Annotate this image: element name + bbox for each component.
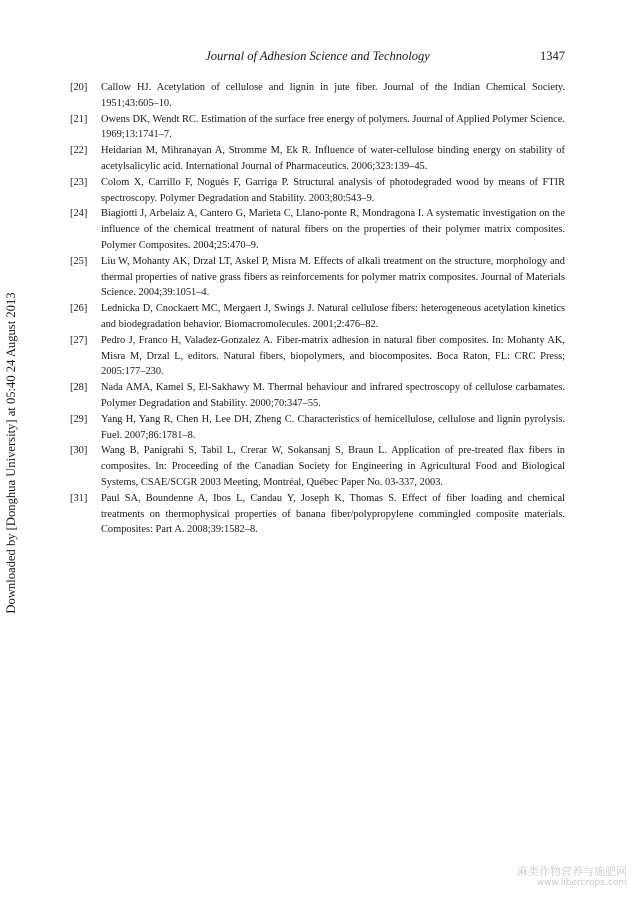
- reference-number: [22]: [70, 145, 88, 157]
- reference-number: [27]: [70, 334, 88, 346]
- reference-item: [70, 301, 565, 333]
- reference-number: [20]: [70, 82, 88, 93]
- reference-list: [70, 80, 565, 538]
- reference-item: [70, 443, 565, 490]
- reference-number: [21]: [70, 113, 88, 125]
- reference-text: Paul SA, Boundenne A, Ibos L, Candau Y, Joseph K, Thomas S. Effect of fiber loading and chemical treatments on thermophysical properties of banana fiber/polypropylene commingled composite materials. Composites: Part A. 2008;39:1582–8.: [101, 492, 565, 536]
- reference-item: [70, 206, 565, 253]
- reference-text: Wang B, Panigrahi S, Tabil L, Crerar W, Sokansanj S, Braun L. Application of pre-treated flax fibers in composites. In: Proceeding of the Canadian Society for Engineering in Agricultural Food and Biological Systems, CSAE/SCGR 2003 Meeting, Montréal, Québec Paper No. 03-337, 2003.: [101, 445, 565, 488]
- reference-text: Lednicka D, Cnockaert MC, Mergaert J, Swings J. Natural cellulose fibers: heterogeneous acetylation kinetics and biodegradation behavior. Biomacromolecules. 2001;2:476–82.: [101, 303, 565, 330]
- reference-item: [70, 333, 565, 380]
- reference-number: [28]: [70, 382, 88, 394]
- reference-text: Biagiotti J, Arbelaiz A, Cantero G, Marieta C, Llano-ponte R, Mondragona I. A systematic investigation on the influence of the chemical treatment of natural fibers on the properties of their polymer matrix composites. Polymer Composites. 2004;25:470–9.: [101, 208, 565, 251]
- reference-item: [70, 143, 565, 175]
- reference-item: [70, 491, 565, 538]
- reference-number: [25]: [70, 255, 88, 267]
- reference-text: Yang H, Yang R, Chen H, Lee DH, Zheng C. Characteristics of hemicellulose, cellulose and lignin pyrolysis. Fuel. 2007;86:1781–8.: [101, 413, 565, 441]
- page-number: 1347: [540, 49, 565, 63]
- reference-item: [70, 380, 565, 412]
- reference-number: [29]: [70, 413, 88, 425]
- reference-item: [70, 80, 565, 112]
- reference-text: Pedro J, Franco H, Valadez-Gonzalez A. Fiber-matrix adhesion in natural fiber composites. In: Mohanty AK, Misra M, Drzal L, editors. Natural fibers, biopolymers, and biocomposites. Boca Raton, FL: CRC Press; 2005:177–230.: [101, 334, 565, 378]
- reference-number: [31]: [70, 492, 88, 504]
- reference-text: Callow HJ. Acetylation of cellulose and lignin in jute fiber. Journal of the Indian Chemical Society. 1951;43:605–10.: [101, 82, 565, 109]
- reference-item: [70, 175, 565, 207]
- reference-item: [70, 254, 565, 301]
- reference-text: Colom X, Carrillo F, Nogués F, Garriga P. Structural analysis of photodegraded wood by means of FTIR spectroscopy. Polymer Degradation and Stability. 2003;80:543–9.: [101, 176, 565, 204]
- reference-text: Nada AMA, Kamel S, El-Sakhawy M. Thermal behaviour and infrared spectroscopy of cellulose carbamates. Polymer Degradation and Stability. 2000;70:347–55.: [101, 382, 565, 409]
- running-header: [70, 49, 565, 67]
- journal-title: Journal of Adhesion Science and Technology: [205, 49, 430, 63]
- watermark-site-name: 麻类作物营养与施肥网: [517, 865, 627, 878]
- reference-text: Liu W, Mohanty AK, Drzal LT, Askel P, Misra M. Effects of alkali treatment on the structure, morphology and thermal properties of native grass fibers as reinforcements for polymer matrix composites. Journal of Materials Science. 2004;39:1051–4.: [101, 255, 565, 299]
- reference-text: Heidarian M, Mihranayan A, Stromme M, Ek R. Influence of water-cellulose binding energy on stability of acetylsalicylic acid. International Journal of Pharmaceutics. 2006;323:139–45.: [101, 145, 565, 172]
- reference-text: Owens DK, Wendt RC. Estimation of the surface free energy of polymers. Journal of Applied Polymer Science. 1969;13:1741–7.: [101, 113, 565, 141]
- reference-item: [70, 112, 565, 144]
- download-notice: Downloaded by [Donghua University] at 05:40 24 August 2013: [4, 292, 18, 614]
- watermark-url: www.libercrops.com: [536, 878, 627, 888]
- reference-number: [26]: [70, 303, 88, 315]
- reference-item: [70, 412, 565, 444]
- reference-number: [23]: [70, 176, 88, 188]
- watermark: [517, 865, 627, 889]
- reference-number: [24]: [70, 208, 88, 220]
- reference-number: [30]: [70, 445, 88, 457]
